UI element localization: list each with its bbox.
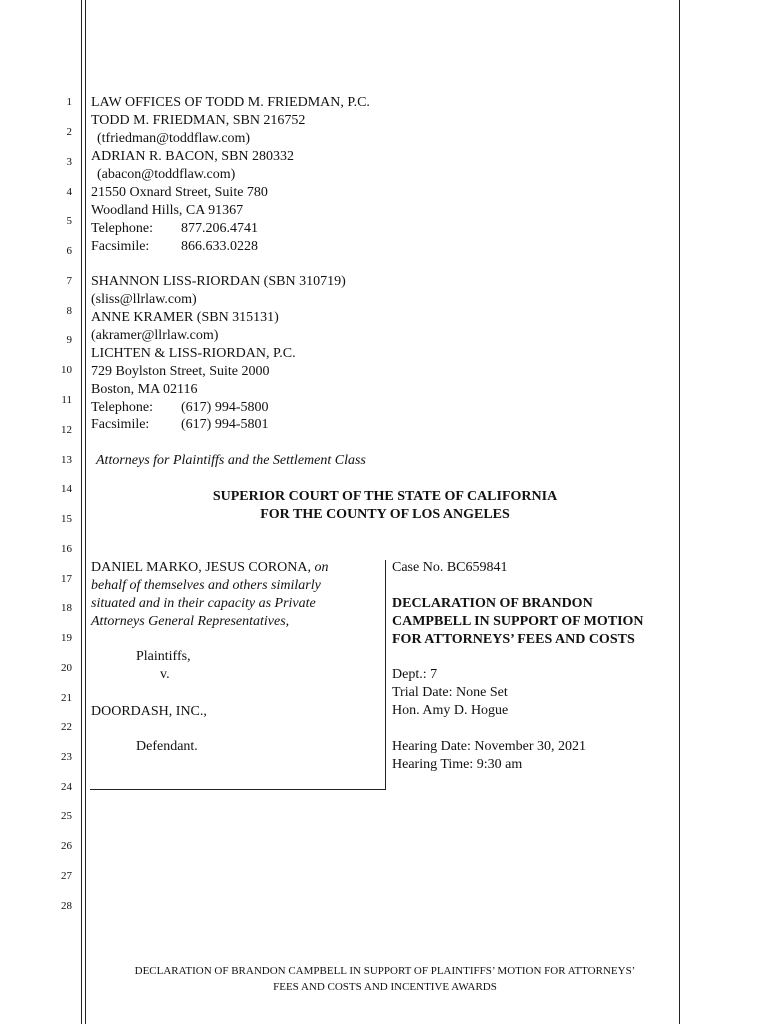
plaintiffs-on: on bbox=[314, 560, 329, 575]
plaintiffs-description: behalf of themselves and others similarly bbox=[91, 578, 321, 593]
plaintiffs-names bbox=[91, 559, 329, 577]
left-margin-rule-inner bbox=[85, 0, 86, 1024]
line-number: 12 bbox=[61, 424, 72, 436]
attorney-name: ANNE KRAMER (SBN 315131) bbox=[91, 310, 279, 325]
line-number: 22 bbox=[61, 721, 72, 733]
line-number: 19 bbox=[61, 632, 72, 644]
attorney-name: ADRIAN R. BACON, SBN 280332 bbox=[91, 149, 295, 164]
document-title-line1: DECLARATION OF BRANDON bbox=[392, 596, 593, 611]
line-number: 25 bbox=[61, 810, 72, 822]
line-number: 16 bbox=[61, 543, 72, 555]
telephone-label: Telephone: bbox=[91, 400, 153, 415]
address-line: Boston, MA 02116 bbox=[91, 382, 198, 397]
line-number: 5 bbox=[66, 215, 72, 227]
line-number: 6 bbox=[66, 245, 72, 257]
footer bbox=[90, 963, 680, 995]
telephone-value: 877.206.4741 bbox=[181, 221, 258, 236]
hearing-date: Hearing Date: November 30, 2021 bbox=[392, 739, 586, 754]
plaintiffs-description: Attorneys General Representatives, bbox=[91, 614, 290, 629]
facsimile-label: Facsimile: bbox=[91, 239, 150, 254]
footer-right-rule bbox=[679, 960, 680, 990]
line-number: 7 bbox=[66, 275, 72, 287]
telephone-line bbox=[91, 220, 258, 238]
defendant-name: DOORDASH, INC., bbox=[91, 704, 207, 719]
court-title-line2: FOR THE COUNTY OF LOS ANGELES bbox=[260, 507, 510, 522]
line-number: 2 bbox=[66, 126, 72, 138]
line-number: 17 bbox=[61, 573, 72, 585]
line-number: 1 bbox=[66, 96, 72, 108]
plaintiffs-description: situated and in their capacity as Private bbox=[91, 596, 316, 611]
line-number: 14 bbox=[61, 483, 72, 495]
line-number: 23 bbox=[61, 751, 72, 763]
plaintiffs-label: Plaintiffs, bbox=[136, 649, 191, 664]
court-title-line1: SUPERIOR COURT OF THE STATE OF CALIFORNIA bbox=[212, 489, 558, 504]
document-title-line2: CAMPBELL IN SUPPORT OF MOTION bbox=[392, 614, 644, 629]
line-number: 9 bbox=[66, 334, 72, 346]
line-number: 26 bbox=[61, 840, 72, 852]
facsimile-label: Facsimile: bbox=[91, 417, 150, 432]
facsimile-value: (617) 994-5801 bbox=[181, 417, 269, 432]
attorney-name: SHANNON LISS-RIORDAN (SBN 310719) bbox=[91, 274, 346, 289]
caption-bottom-rule bbox=[90, 789, 386, 790]
attorney-email: (akramer@llrlaw.com) bbox=[91, 328, 219, 343]
footer-spacer bbox=[90, 960, 680, 961]
attorney-name: TODD M. FRIEDMAN, SBN 216752 bbox=[91, 113, 306, 128]
line-number: 3 bbox=[66, 156, 72, 168]
facsimile-line bbox=[91, 238, 258, 256]
caption-divider-rule bbox=[385, 560, 386, 790]
telephone-line bbox=[91, 399, 269, 417]
attorney-email: (tfriedman@toddflaw.com) bbox=[97, 131, 251, 146]
case-number: Case No. BC659841 bbox=[392, 560, 508, 575]
line-number: 27 bbox=[61, 870, 72, 882]
line-number: 18 bbox=[61, 602, 72, 614]
versus: v. bbox=[160, 667, 170, 682]
facsimile-line bbox=[91, 416, 269, 434]
line-number: 15 bbox=[61, 513, 72, 525]
line-number: 28 bbox=[61, 900, 72, 912]
line-number: 11 bbox=[61, 394, 72, 406]
line-number: 21 bbox=[61, 692, 72, 704]
telephone-value: (617) 994-5800 bbox=[181, 400, 269, 415]
line-number: 13 bbox=[61, 454, 72, 466]
address-line: 21550 Oxnard Street, Suite 780 bbox=[91, 185, 268, 200]
department: Dept.: 7 bbox=[392, 667, 438, 682]
address-line: 729 Boylston Street, Suite 2000 bbox=[91, 364, 270, 379]
facsimile-value: 866.633.0228 bbox=[181, 239, 258, 254]
line-number: 8 bbox=[66, 305, 72, 317]
line-number: 24 bbox=[61, 781, 72, 793]
footer-line1: DECLARATION OF BRANDON CAMPBELL IN SUPPORT OF PLAINTIFFS’ MOTION FOR ATTORNEYS’ bbox=[134, 965, 636, 977]
plaintiffs-name: DANIEL MARKO, JESUS CORONA, bbox=[91, 560, 311, 575]
line-number: 20 bbox=[61, 662, 72, 674]
document-title-line3: FOR ATTORNEYS’ FEES AND COSTS bbox=[392, 632, 635, 647]
address-line: Woodland Hills, CA 91367 bbox=[91, 203, 244, 218]
judge-name: Hon. Amy D. Hogue bbox=[392, 703, 509, 718]
firm-name-2: LICHTEN & LISS-RIORDAN, P.C. bbox=[91, 346, 296, 361]
attorney-email: (sliss@llrlaw.com) bbox=[91, 292, 197, 307]
footer-line2: FEES AND COSTS AND INCENTIVE AWARDS bbox=[273, 981, 497, 993]
telephone-label: Telephone: bbox=[91, 221, 153, 236]
left-margin-rule-outer bbox=[81, 0, 82, 1024]
line-number: 4 bbox=[66, 186, 72, 198]
defendant-label: Defendant. bbox=[136, 739, 198, 754]
attorney-email: (abacon@toddflaw.com) bbox=[97, 167, 236, 182]
trial-date: Trial Date: None Set bbox=[392, 685, 508, 700]
attorneys-for-line: Attorneys for Plaintiffs and the Settlement Class bbox=[96, 453, 366, 468]
hearing-time: Hearing Time: 9:30 am bbox=[392, 757, 523, 772]
line-number: 10 bbox=[61, 364, 72, 376]
firm-name-1: LAW OFFICES OF TODD M. FRIEDMAN, P.C. bbox=[91, 95, 370, 110]
